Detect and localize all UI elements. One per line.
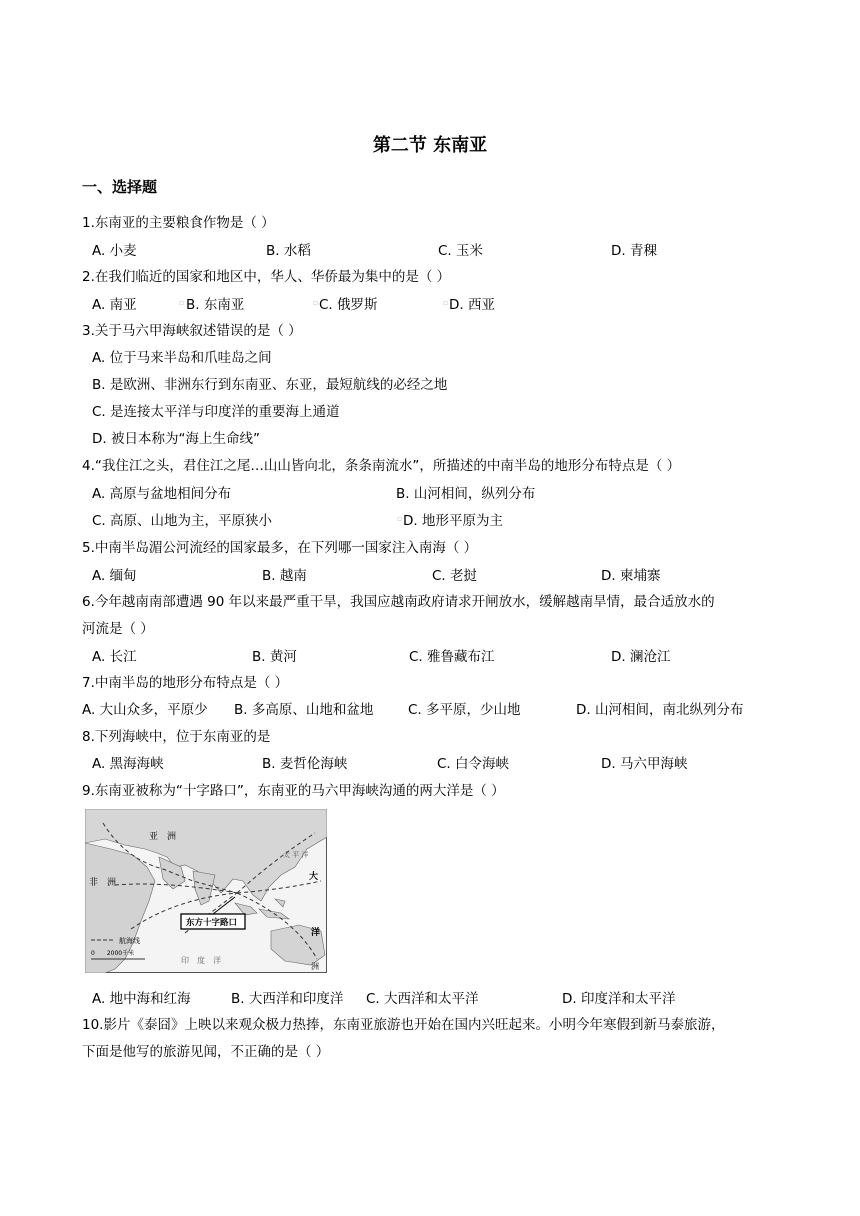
question-4-option-a: A. 高原与盆地相间分布 [92, 486, 232, 502]
question-8-option-d: D. 马六甲海峡 [601, 756, 688, 772]
question-5-option-d: D. 柬埔寨 [601, 568, 661, 584]
question-5-option-c: C. 老挝 [432, 568, 478, 584]
question-10-stem-line1: 10.影片《泰囧》上映以来观众极力热捧，东南亚旅游也开始在国内兴旺起来。小明今年寒假到新马泰旅游， [82, 1017, 725, 1033]
bullet-icon: ▫ [443, 298, 449, 307]
question-6-option-b: B. 黄河 [252, 649, 297, 665]
bullet-icon: ▫ [397, 514, 403, 523]
map-label-pacific: 太 平 洋 [283, 851, 309, 859]
question-6-option-c: C. 雅鲁藏布江 [409, 649, 495, 665]
question-7-option-a: A. 大山众多，平原少 [82, 702, 208, 718]
question-1-option-b: B. 水稻 [266, 243, 311, 259]
map-label-asia: 亚 洲 [149, 832, 177, 842]
question-3-option-d: D. 被日本称为“海上生命线” [92, 431, 260, 447]
question-6-option-d: D. 澜沧江 [611, 649, 671, 665]
question-2-option-c: C. 俄罗斯 [319, 297, 378, 313]
question-3-option-c: C. 是连接太平洋与印度洋的重要海上通道 [92, 404, 340, 420]
map-label-indian-ocean: 印 度 洋 [181, 956, 221, 965]
map-label-crossroad: 东方十字路口 [186, 918, 238, 928]
question-6-option-a: A. 长江 [92, 649, 137, 665]
question-7-option-b: B. 多高原、山地和盆地 [234, 702, 374, 718]
question-4-stem: 4.“我住江之头，君住江之尾…山山皆向北，条条南流水”，所描述的中南半岛的地形分布特点是（ ） [82, 458, 681, 474]
page-title: 第二节 东南亚 [372, 135, 488, 156]
question-3-option-b: B. 是欧洲、非洲东行到东南亚、东亚，最短航线的必经之地 [92, 377, 448, 393]
question-6-stem-line2: 河流是（ ） [82, 621, 154, 637]
question-6-stem-line1: 6.今年越南南部遭遇 90 年以来最严重干旱，我国应越南政府请求开闸放水，缓解越南旱情，最合适放水的 [82, 594, 715, 610]
question-10-stem-line2: 下面是他写的旅游见闻，不正确的是（ ） [82, 1044, 330, 1060]
question-9-stem: 9.东南亚被称为“十字路口”，东南亚的马六甲海峡沟通的两大洋是（ ） [82, 783, 505, 799]
question-7-stem: 7.中南半岛的地形分布特点是（ ） [82, 675, 289, 691]
question-5-stem: 5.中南半岛湄公河流经的国家最多，在下列哪一国家注入南海（ ） [82, 540, 478, 556]
question-2-option-b: B. 东南亚 [186, 297, 245, 313]
map-label-africa: 非 洲 [89, 878, 117, 888]
southeast-asia-route-map [85, 809, 327, 973]
question-7-option-d: D. 山河相间，南北纵列分布 [576, 702, 744, 718]
map-label-da: 大 [309, 872, 319, 882]
question-3-stem: 3.关于马六甲海峡叙述错误的是（ ） [82, 323, 302, 339]
question-9-option-c: C. 大西洋和太平洋 [366, 991, 479, 1007]
question-8-option-a: A. 黑海海峡 [92, 756, 164, 772]
question-1-stem: 1.东南亚的主要粮食作物是（ ） [82, 215, 275, 231]
question-2-stem: 2.在我们临近的国家和地区中，华人、华侨最为集中的是（ ） [82, 269, 451, 285]
map-label-zhou: 洲 [311, 962, 319, 971]
question-9-option-b: B. 大西洋和印度洋 [231, 991, 344, 1007]
section-heading: 一、选择题 [82, 178, 158, 196]
question-4-option-d: D. 地形平原为主 [403, 513, 503, 529]
question-2-option-a: A. 南亚 [92, 297, 137, 313]
map-label-yang: 洋 [311, 928, 321, 938]
question-1-option-a: A. 小麦 [92, 243, 137, 259]
question-4-option-c: C. 高原、山地为主，平原狭小 [92, 513, 273, 529]
question-2-option-d: D. 西亚 [449, 297, 495, 313]
question-5-option-b: B. 越南 [262, 568, 307, 584]
question-8-stem: 8.下列海峡中，位于东南亚的是 [82, 729, 271, 745]
question-9-option-d: D. 印度洋和太平洋 [562, 991, 676, 1007]
bullet-icon: ▫ [313, 298, 319, 307]
question-7-option-c: C. 多平原，少山地 [408, 702, 521, 718]
bullet-icon: ▫ [179, 298, 185, 307]
question-8-option-c: C. 白令海峡 [437, 756, 510, 772]
question-1-option-d: D. 青稞 [611, 243, 657, 259]
question-9-option-a: A. 地中海和红海 [92, 991, 191, 1007]
map-legend-scale: 0 2000千米 [91, 950, 135, 957]
question-8-option-b: B. 麦哲伦海峡 [262, 756, 348, 772]
question-1-option-c: C. 玉米 [438, 243, 484, 259]
question-4-option-b: B. 山河相间，纵列分布 [396, 486, 536, 502]
question-3-option-a: A. 位于马来半岛和爪哇岛之间 [92, 350, 272, 366]
question-5-option-a: A. 缅甸 [92, 568, 137, 584]
map-legend-route: 航海线 [119, 937, 140, 945]
